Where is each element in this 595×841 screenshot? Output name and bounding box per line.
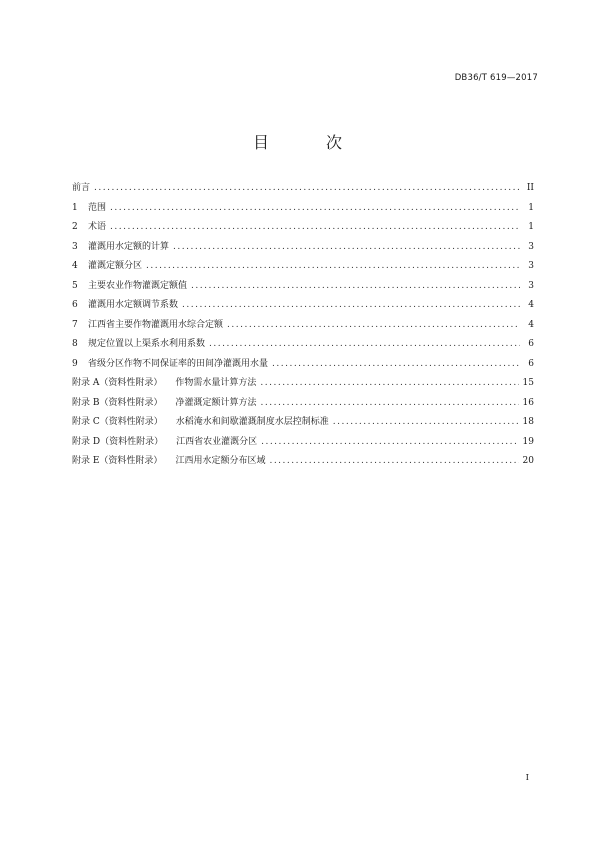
toc-entry-appendix-c[interactable] (72, 414, 534, 434)
toc-entry-6[interactable] (72, 297, 534, 317)
toc-appendix-prefix: 附录 E（资料性附录） (72, 456, 163, 466)
toc-entry-title: 范围 (88, 202, 107, 213)
toc-appendix-prefix: 附录 C（资料性附录） (72, 417, 163, 427)
toc-entry-title: 省级分区作物不同保证率的田间净灌溉用水量 (88, 358, 269, 369)
toc-entry-title: 前言 (72, 183, 91, 193)
toc-entry-page: 6 (528, 339, 534, 349)
toc-entry-page: 15 (522, 378, 534, 388)
toc-entry-page: 16 (522, 397, 534, 408)
document-code: DB36/T 619—2017 (454, 73, 538, 83)
toc-entry-page: 3 (528, 280, 534, 291)
toc-entry-7[interactable] (72, 317, 534, 337)
toc-entry-page: 19 (522, 436, 534, 447)
toc-entry-title: 术语 (88, 222, 107, 232)
toc-entry-title: 作物需水量计算方法 (175, 378, 257, 388)
toc-entry-1[interactable] (72, 200, 534, 220)
toc-leader-dots (261, 437, 518, 447)
toc-entry-page: 1 (528, 202, 534, 213)
toc-leader-dots (209, 339, 520, 349)
toc-leader-dots (269, 456, 518, 466)
page-number: I (525, 773, 529, 783)
toc-entry-page: 1 (528, 222, 534, 232)
table-of-contents (72, 180, 534, 473)
toc-entry-title: 主要农业作物灌溉定额值 (88, 280, 188, 291)
toc-leader-dots (110, 203, 520, 213)
toc-entry-9[interactable] (72, 356, 534, 376)
toc-entry-number: 5 (72, 280, 78, 291)
toc-entry-page: 3 (528, 241, 534, 252)
toc-entry-2[interactable] (72, 219, 534, 239)
toc-entry-title: 江西省主要作物灌溉用水综合定额 (88, 319, 224, 330)
toc-entry-number: 1 (72, 202, 78, 213)
toc-entry-4[interactable] (72, 258, 534, 278)
toc-leader-dots (261, 398, 519, 408)
toc-entry-number: 2 (72, 222, 78, 232)
toc-entry-number: 9 (72, 358, 78, 369)
toc-entry-number: 7 (72, 319, 78, 330)
toc-leader-dots (146, 261, 520, 271)
toc-entry-5[interactable] (72, 278, 534, 298)
toc-entry-appendix-e[interactable] (72, 453, 534, 473)
toc-entry-page: 4 (528, 319, 534, 330)
toc-leader-dots (227, 320, 520, 330)
toc-entry-appendix-a[interactable] (72, 375, 534, 395)
toc-leader-dots (191, 281, 520, 291)
toc-appendix-prefix: 附录 D（资料性附录） (72, 436, 164, 447)
toc-entry-page: 20 (522, 456, 534, 466)
toc-leader-dots (272, 359, 520, 369)
toc-entry-title: 灌溉定额分区 (88, 261, 143, 271)
toc-entry-appendix-d[interactable] (72, 434, 534, 454)
toc-appendix-prefix: 附录 A（资料性附录） (72, 378, 163, 388)
toc-entry-8[interactable] (72, 336, 534, 356)
toc-entry-title: 净灌溉定额计算方法 (175, 397, 257, 408)
toc-entry-appendix-b[interactable] (72, 395, 534, 415)
toc-appendix-prefix: 附录 B（资料性附录） (72, 397, 163, 408)
toc-leader-dots (260, 378, 518, 388)
toc-entry-number: 6 (72, 300, 78, 310)
toc-leader-dots (182, 300, 520, 310)
toc-entry-foreword[interactable] (72, 180, 534, 200)
toc-entry-title: 江西省农业灌溉分区 (176, 436, 258, 447)
toc-entry-title: 灌溉用水定额调节系数 (88, 300, 179, 310)
toc-entry-title: 灌溉用水定额的计算 (88, 241, 170, 252)
toc-entry-page: 6 (528, 358, 534, 369)
toc-entry-title: 江西用水定额分布区域 (175, 456, 266, 466)
toc-entry-page: 3 (528, 261, 534, 271)
toc-entry-page: 18 (522, 417, 534, 427)
toc-entry-title: 水稻淹水和间歇灌溉制度水层控制标准 (175, 417, 329, 427)
toc-entry-page: 4 (528, 300, 534, 310)
toc-leader-dots (333, 417, 519, 427)
page-title: 目 次 (252, 133, 369, 152)
toc-leader-dots (173, 242, 520, 252)
toc-entry-number: 4 (72, 261, 78, 271)
toc-entry-number: 3 (72, 241, 78, 252)
toc-entry-page: II (526, 183, 534, 193)
toc-leader-dots (110, 222, 520, 232)
toc-entry-number: 8 (72, 339, 78, 349)
toc-entry-title: 规定位置以上渠系水利用系数 (88, 339, 206, 349)
toc-entry-3[interactable] (72, 239, 534, 259)
toc-leader-dots (94, 183, 520, 193)
